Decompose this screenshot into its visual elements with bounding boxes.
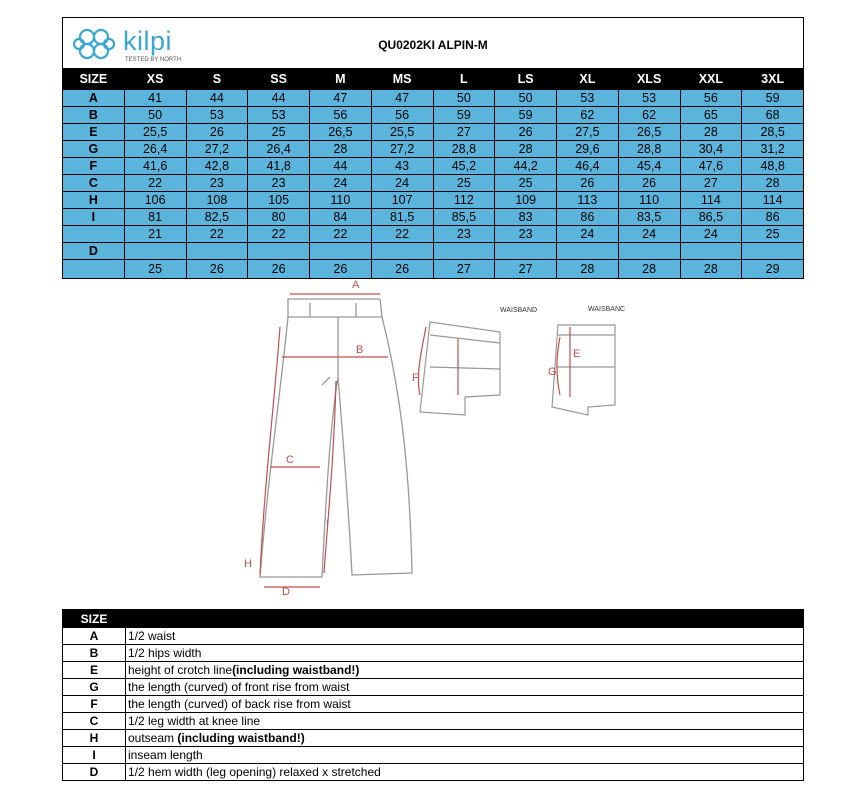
legend-table — [62, 609, 804, 781]
size-cell: 26 — [557, 175, 619, 192]
size-cell: 26 — [248, 260, 310, 279]
size-cell: 27,2 — [371, 141, 433, 158]
legend-row — [63, 628, 804, 645]
legend-key: C — [63, 713, 126, 730]
size-cell: 86 — [742, 209, 804, 226]
size-cell: 22 — [310, 226, 372, 243]
legend-description — [126, 645, 804, 662]
size-cell: 56 — [371, 107, 433, 124]
measurement-legend — [62, 609, 804, 781]
legend-key: E — [63, 662, 126, 679]
legend-description — [126, 628, 804, 645]
size-cell: 114 — [680, 192, 742, 209]
size-table-row — [63, 124, 804, 141]
legend-key: I — [63, 747, 126, 764]
row-label: B — [63, 107, 125, 124]
size-cell: 80 — [248, 209, 310, 226]
size-table-row — [63, 90, 804, 107]
size-cell: 22 — [124, 175, 186, 192]
legend-description — [126, 713, 804, 730]
size-cell — [248, 243, 310, 260]
size-cell: 24 — [618, 226, 680, 243]
legend-text: inseam length — [128, 748, 203, 762]
size-table — [62, 69, 804, 279]
size-cell: 53 — [618, 90, 680, 107]
size-cell: 23 — [186, 175, 248, 192]
size-cell: 68 — [742, 107, 804, 124]
legend-row — [63, 662, 804, 679]
size-cell — [124, 243, 186, 260]
size-cell: 106 — [124, 192, 186, 209]
legend-text: 1/2 leg width at knee line — [128, 714, 261, 728]
size-cell: 26 — [310, 260, 372, 279]
size-cell: 45,4 — [618, 158, 680, 175]
size-cell: 26,5 — [310, 124, 372, 141]
size-cell: 28 — [495, 141, 557, 158]
legend-text: height of crotch line — [128, 663, 233, 677]
legend-emphasis: (including waistband!) — [232, 663, 360, 677]
size-cell: 29,6 — [557, 141, 619, 158]
size-table-row — [63, 192, 804, 209]
size-cell: 24 — [310, 175, 372, 192]
legend-text: 1/2 hips width — [128, 646, 202, 660]
size-cell: 59 — [742, 90, 804, 107]
label-g: G — [548, 366, 557, 378]
size-cell: 50 — [433, 90, 495, 107]
size-cell: 25 — [248, 124, 310, 141]
waistband-label-1: WAISBAND — [500, 307, 538, 314]
row-label: D — [63, 243, 125, 260]
size-cell: 81,5 — [371, 209, 433, 226]
size-cell: 24 — [680, 226, 742, 243]
size-cell — [433, 243, 495, 260]
size-cell: 28 — [680, 260, 742, 279]
size-column-header: SIZE — [63, 70, 125, 90]
size-header-s: S — [186, 70, 248, 90]
size-cell: 30,4 — [680, 141, 742, 158]
legend-description — [126, 764, 804, 781]
size-cell: 44 — [310, 158, 372, 175]
legend-body — [63, 628, 804, 781]
row-label: F — [63, 158, 125, 175]
pants-technical-drawing — [230, 277, 650, 597]
legend-text: 1/2 hem width (leg opening) relaxed x stretched — [128, 765, 381, 779]
label-b: B — [356, 344, 364, 356]
legend-description — [126, 679, 804, 696]
size-cell: 26 — [186, 124, 248, 141]
size-cell: 27,2 — [186, 141, 248, 158]
size-cell: 53 — [186, 107, 248, 124]
size-header-xls: XLS — [618, 70, 680, 90]
size-cell: 59 — [433, 107, 495, 124]
size-cell: 44 — [186, 90, 248, 107]
size-cell: 25,5 — [371, 124, 433, 141]
size-cell: 25 — [742, 226, 804, 243]
size-header-xxl: XXL — [680, 70, 742, 90]
size-cell: 23 — [433, 226, 495, 243]
legend-key: A — [63, 628, 126, 645]
size-cell — [742, 243, 804, 260]
size-cell: 21 — [124, 226, 186, 243]
size-cell: 27 — [495, 260, 557, 279]
legend-row — [63, 747, 804, 764]
legend-text: 1/2 waist — [128, 629, 176, 643]
size-cell: 23 — [248, 175, 310, 192]
sheet-header — [62, 17, 804, 69]
size-header-ls: LS — [495, 70, 557, 90]
legend-row — [63, 645, 804, 662]
size-cell: 86 — [557, 209, 619, 226]
size-cell: 26 — [186, 260, 248, 279]
legend-text: outseam — [128, 731, 178, 745]
size-table-row — [63, 158, 804, 175]
size-cell: 48,8 — [742, 158, 804, 175]
size-cell: 27 — [680, 175, 742, 192]
size-cell: 44,2 — [495, 158, 557, 175]
size-header-l: L — [433, 70, 495, 90]
size-cell — [557, 243, 619, 260]
document-title: QU0202KI ALPIN-M — [378, 38, 488, 52]
size-cell: 25 — [495, 175, 557, 192]
row-label: E — [63, 124, 125, 141]
row-label: H — [63, 192, 125, 209]
size-cell: 107 — [371, 192, 433, 209]
legend-key: G — [63, 679, 126, 696]
label-e: E — [573, 348, 581, 360]
size-cell: 28,8 — [618, 141, 680, 158]
size-cell: 83,5 — [618, 209, 680, 226]
size-table-row — [63, 260, 804, 279]
size-cell: 25 — [433, 175, 495, 192]
size-cell: 108 — [186, 192, 248, 209]
label-f: F — [412, 372, 419, 384]
label-i: I — [326, 518, 330, 530]
size-cell: 85,5 — [433, 209, 495, 226]
size-cell: 28 — [618, 260, 680, 279]
size-header-ms: MS — [371, 70, 433, 90]
size-cell: 31,2 — [742, 141, 804, 158]
legend-description — [126, 730, 804, 747]
size-table-row — [63, 226, 804, 243]
size-cell: 22 — [248, 226, 310, 243]
size-cell: 81 — [124, 209, 186, 226]
size-cell: 50 — [495, 90, 557, 107]
legend-description — [126, 662, 804, 679]
size-table-row — [63, 243, 804, 260]
size-cell: 28,8 — [433, 141, 495, 158]
size-cell: 41,6 — [124, 158, 186, 175]
legend-text: the length (curved) of back rise from waist — [128, 697, 351, 711]
size-cell: 43 — [371, 158, 433, 175]
row-label — [63, 226, 125, 243]
size-cell: 45,2 — [433, 158, 495, 175]
brand-tagline: TESTED BY NORTH — [125, 57, 182, 63]
legend-row — [63, 764, 804, 781]
size-cell: 59 — [495, 107, 557, 124]
size-table-row — [63, 209, 804, 226]
size-cell: 27 — [433, 124, 495, 141]
size-cell: 26,5 — [618, 124, 680, 141]
size-cell — [495, 243, 557, 260]
size-chart-sheet — [62, 17, 804, 279]
label-c: C — [286, 454, 294, 466]
size-header-xs: XS — [124, 70, 186, 90]
size-cell: 42,8 — [186, 158, 248, 175]
legend-key: B — [63, 645, 126, 662]
size-cell: 65 — [680, 107, 742, 124]
size-cell: 22 — [371, 226, 433, 243]
size-table-body — [63, 90, 804, 279]
legend-header-row — [63, 610, 804, 628]
row-label: A — [63, 90, 125, 107]
row-label: I — [63, 209, 125, 226]
size-cell: 83 — [495, 209, 557, 226]
size-cell: 28,5 — [742, 124, 804, 141]
legend-description — [126, 747, 804, 764]
size-cell: 105 — [248, 192, 310, 209]
label-d: D — [282, 586, 290, 597]
legend-header-size: SIZE — [63, 610, 126, 628]
size-cell: 28 — [742, 175, 804, 192]
size-cell: 56 — [680, 90, 742, 107]
size-cell: 28 — [557, 260, 619, 279]
size-cell: 25,5 — [124, 124, 186, 141]
size-cell: 110 — [310, 192, 372, 209]
size-cell: 26,4 — [248, 141, 310, 158]
size-cell: 50 — [124, 107, 186, 124]
size-cell: 47 — [310, 90, 372, 107]
legend-header-blank — [126, 610, 804, 628]
legend-description — [126, 696, 804, 713]
size-cell: 26 — [495, 124, 557, 141]
label-h: H — [244, 558, 252, 570]
size-cell: 53 — [248, 107, 310, 124]
front-rise-detail — [552, 325, 615, 415]
size-cell — [371, 243, 433, 260]
size-cell: 53 — [557, 90, 619, 107]
legend-row — [63, 730, 804, 747]
size-cell — [186, 243, 248, 260]
size-cell: 41 — [124, 90, 186, 107]
size-header-ss: SS — [248, 70, 310, 90]
size-cell: 56 — [310, 107, 372, 124]
size-cell: 113 — [557, 192, 619, 209]
legend-key: D — [63, 764, 126, 781]
size-cell: 41,8 — [248, 158, 310, 175]
legend-row — [63, 696, 804, 713]
legend-row — [63, 679, 804, 696]
size-cell: 28 — [680, 124, 742, 141]
waistband-label-2: WAISBANC — [588, 306, 626, 313]
size-cell: 24 — [371, 175, 433, 192]
brand-name: kilpi — [123, 26, 173, 56]
size-cell: 29 — [742, 260, 804, 279]
size-cell: 47 — [371, 90, 433, 107]
size-cell — [618, 243, 680, 260]
size-cell: 28 — [310, 141, 372, 158]
legend-key: F — [63, 696, 126, 713]
size-cell: 84 — [310, 209, 372, 226]
size-cell: 22 — [186, 226, 248, 243]
size-cell: 114 — [742, 192, 804, 209]
size-cell — [680, 243, 742, 260]
legend-text: the length (curved) of front rise from waist — [128, 680, 350, 694]
size-cell: 23 — [495, 226, 557, 243]
row-label: C — [63, 175, 125, 192]
size-cell: 86,5 — [680, 209, 742, 226]
back-rise-detail — [420, 322, 500, 415]
pants-outline — [260, 299, 412, 577]
size-table-row — [63, 107, 804, 124]
size-cell: 25 — [124, 260, 186, 279]
row-label: G — [63, 141, 125, 158]
size-table-row — [63, 175, 804, 192]
size-cell: 46,4 — [557, 158, 619, 175]
size-cell: 27 — [433, 260, 495, 279]
size-cell: 62 — [557, 107, 619, 124]
legend-row — [63, 713, 804, 730]
size-header-m: M — [310, 70, 372, 90]
size-cell: 112 — [433, 192, 495, 209]
size-cell: 26 — [618, 175, 680, 192]
size-header-xl: XL — [557, 70, 619, 90]
size-cell: 82,5 — [186, 209, 248, 226]
size-cell: 44 — [248, 90, 310, 107]
size-cell: 26,4 — [124, 141, 186, 158]
size-cell: 47,6 — [680, 158, 742, 175]
size-table-header-row — [63, 70, 804, 90]
size-header-3xl: 3XL — [742, 70, 804, 90]
size-cell: 24 — [557, 226, 619, 243]
legend-key: H — [63, 730, 126, 747]
size-cell: 109 — [495, 192, 557, 209]
row-label — [63, 260, 125, 279]
size-cell: 110 — [618, 192, 680, 209]
size-cell — [310, 243, 372, 260]
size-cell: 26 — [371, 260, 433, 279]
size-table-row — [63, 141, 804, 158]
legend-emphasis: (including waistband!) — [177, 731, 305, 745]
label-a: A — [352, 279, 360, 291]
size-cell: 62 — [618, 107, 680, 124]
size-cell: 27,5 — [557, 124, 619, 141]
